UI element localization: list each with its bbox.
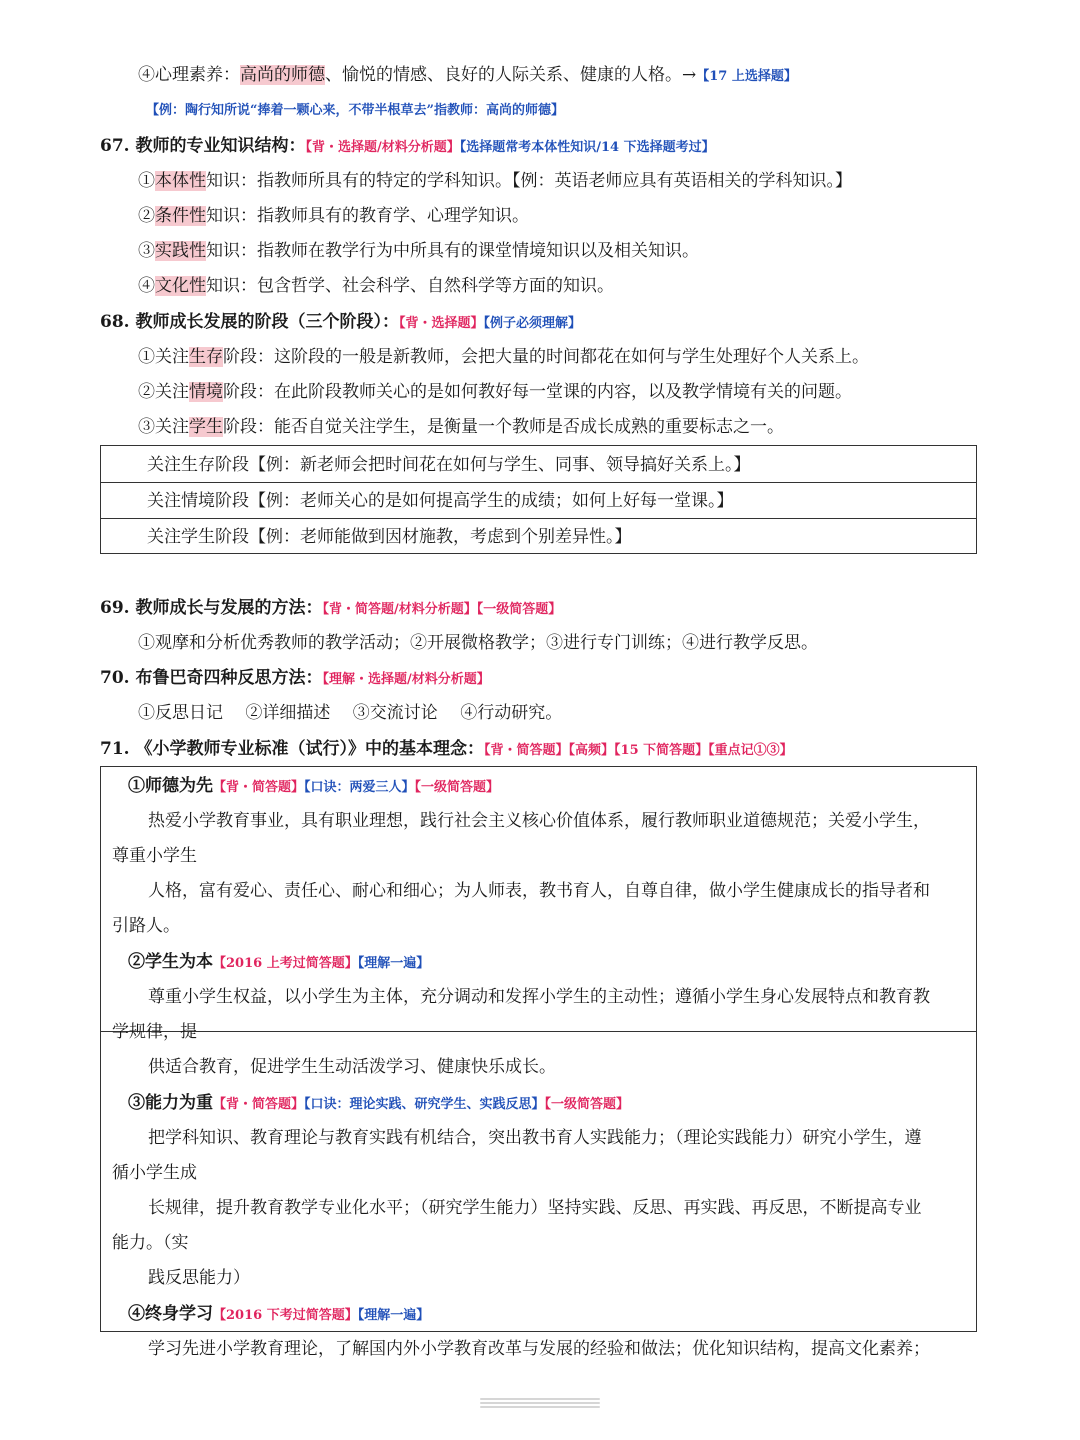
knowledge-item: ④文化性知识：包含哲学、社会科学、自然科学等方面的知识。 bbox=[138, 276, 614, 296]
knowledge-item: ②条件性知识：指教师具有的教育学、心理学知识。 bbox=[138, 206, 529, 226]
table-row: 关注学生阶段【例：老师能做到因材施教，考虑到个别差异性。】 bbox=[147, 527, 632, 547]
principle-ability-heading: ③能力为重【背・简答题】【口诀：理论实践、研究学生、实践反思】【一级简答题】 bbox=[128, 1093, 630, 1113]
section-70-body: ①反思日记 ②详细描述 ③交流讨论 ④行动研究。 bbox=[138, 703, 563, 723]
box-right-border bbox=[976, 1032, 977, 1332]
stage-example-table bbox=[100, 445, 977, 554]
box-left-border bbox=[100, 1032, 101, 1332]
paragraph-line: 学规律，提 bbox=[112, 1022, 197, 1042]
page-scroll-indicator bbox=[480, 1396, 600, 1410]
stage-item: ②关注情境阶段：在此阶段教师关心的是如何教好每一堂课的内容，以及教学情境有关的问题。 bbox=[138, 382, 852, 402]
section-71-heading: 71. 《小学教师专业标准（试行）》中的基本理念：【背・简答题】【高频】【15 下简答题】【重点记①③】 bbox=[100, 739, 793, 759]
paragraph-line: 尊重小学生权益，以小学生为主体，充分调动和发挥小学生的主动性；遵循小学生身心发展特点和教育教 bbox=[148, 987, 930, 1007]
section-70-heading: 70. 布鲁巴奇四种反思方法：【理解・选择题/材料分析题】 bbox=[100, 668, 490, 688]
knowledge-item: ①本体性知识：指教师所具有的特定的学科知识。【例：英语老师应具有英语相关的学科知识。】 bbox=[138, 171, 852, 191]
paragraph-line: 供适合教育，促进学生生动活泼学习、健康快乐成长。 bbox=[148, 1057, 556, 1077]
table-row: 关注生存阶段【例：新老师会把时间花在如何与学生、同事、领导搞好关系上。】 bbox=[101, 446, 976, 483]
example-note: 【例：陶行知所说“捧着一颗心来，不带半根草去”指教师：高尚的师德】 bbox=[146, 103, 564, 118]
paragraph-line: 循小学生成 bbox=[112, 1163, 197, 1183]
paragraph-line: 人格，富有爱心、责任心、耐心和细心；为人师表，教书育人，自尊自律，做小学生健康成长的指导者和 bbox=[148, 881, 930, 901]
table-row: 关注情境阶段【例：老师关心的是如何提高学生的成绩；如何上好每一堂课。】 bbox=[101, 483, 976, 519]
knowledge-item: ③实践性知识：指教师在教学行为中所具有的课堂情境知识以及相关知识。 bbox=[138, 241, 699, 261]
exam-tag: 【17 上选择题】 bbox=[696, 69, 797, 84]
section-68-heading: 68. 教师成长发展的阶段（三个阶段）：【背・选择题】【例子必须理解】 bbox=[100, 312, 582, 332]
section-69-heading: 69. 教师成长与发展的方法：【背・简答题/材料分析题】【一级简答题】 bbox=[100, 598, 562, 618]
principle-student-heading: ②学生为本【2016 上考过简答题】【理解一遍】 bbox=[128, 952, 430, 972]
paragraph-line: 尊重小学生 bbox=[112, 846, 197, 866]
paragraph-line: 学习先进小学教育理论，了解国内外小学教育改革与发展的经验和做法；优化知识结构，提高文化素养； bbox=[148, 1339, 930, 1359]
section-67-heading: 67. 教师的专业知识结构：【背・选择题/材料分析题】【选择题常考本体性知识/14 下选择题考过】 bbox=[100, 136, 715, 156]
paragraph-line: 把学科知识、教育理论与教育实践有机结合，突出教书育人实践能力；（理论实践能力）研究小学生，遵 bbox=[148, 1128, 922, 1148]
paragraph-line: 引路人。 bbox=[112, 916, 180, 936]
box-bottom-border bbox=[100, 1331, 977, 1332]
paragraph-line: 践反思能力） bbox=[148, 1268, 250, 1288]
psych-quality-line: ④心理素养：高尚的师德、愉悦的情感、良好的人际关系、健康的人格。→【17 上选择题】 bbox=[138, 65, 797, 85]
paragraph-line: 长规律，提升教育教学专业化水平；（研究学生能力）坚持实践、反思、再实践、再反思，不断提高专业 bbox=[148, 1198, 922, 1218]
principle-lifelong-heading: ④终身学习【2016 下考过简答题】【理解一遍】 bbox=[128, 1304, 430, 1324]
section-69-body: ①观摩和分析优秀教师的教学活动；②开展微格教学；③进行专门训练；④进行教学反思。 bbox=[138, 633, 818, 653]
highlight-teacher-ethics: 高尚的师德 bbox=[240, 65, 325, 85]
paragraph-line: 热爱小学教育事业，具有职业理想，践行社会主义核心价值体系，履行教师职业道德规范；关爱小学生， bbox=[148, 811, 930, 831]
stage-item: ③关注学生阶段：能否自觉关注学生，是衡量一个教师是否成长成熟的重要标志之一。 bbox=[138, 417, 784, 437]
principle-ethics-heading: ①师德为先【背・简答题】【口诀：两爱三人】【一级简答题】 bbox=[128, 776, 500, 796]
paragraph-line: 能力。（实 bbox=[112, 1233, 189, 1253]
stage-item: ①关注生存阶段：这阶段的一般是新教师，会把大量的时间都花在如何与学生处理好个人关系上。 bbox=[138, 347, 869, 367]
